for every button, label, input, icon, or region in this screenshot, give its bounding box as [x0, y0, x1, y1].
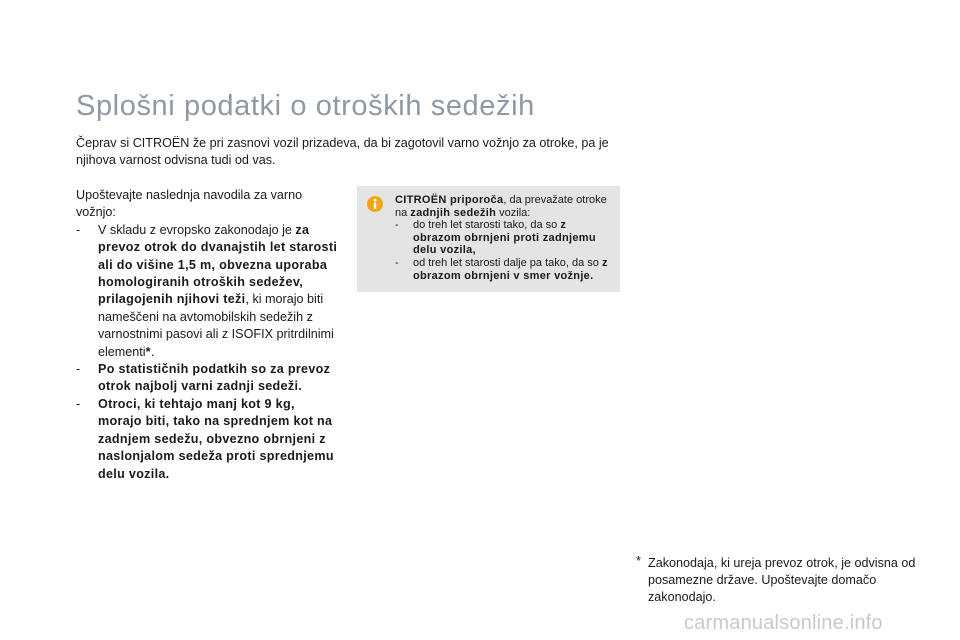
guidelines-lead: Upoštevajte naslednja navodila za varno vožnjo:	[76, 188, 303, 220]
guideline-item: - V skladu z evropsko zakonodajo je za prevoz otrok do dvanajstih let starosti ali do višine 1,5 m, obvezna uporaba homologiranih otroških sedežev, prilagojenih njihovi teži, ki morajo biti nameščeni na avtomobilskih sedežih z varnostnimi pasovi ali z ISOFIX pritrdilnimi elementi*.	[76, 222, 338, 359]
guideline-item: - Po statističnih podatkih so za prevoz otrok najbolj varni zadnji sedeži.	[76, 362, 331, 394]
footnote-star: *	[636, 554, 641, 568]
page-title: Splošni podatki o otroških sedežih	[76, 90, 535, 122]
footnote-marker: *	[145, 344, 151, 359]
list-dash: -	[76, 396, 81, 411]
footnote-text: Zakonodaja, ki ureja prevoz otrok, je odvisna od posamezne države. Upoštevajte domačo zakonodajo.	[648, 556, 916, 604]
watermark: carmanualsonline.info	[684, 612, 883, 634]
recommendation-lead: CITROËN priporoča, da prevažate otroke na zadnjih sedežih vozila:	[395, 194, 607, 219]
footnote	[636, 555, 916, 606]
recommendation-item: - do treh let starosti tako, da so z obrazom obrnjeni proti zadnjemu delu vozila,	[395, 219, 596, 257]
list-dash: -	[395, 219, 399, 232]
recommendation-item: - od treh let starosti dalje pa tako, da so z obrazom obrnjeni v smer vožnje.	[395, 256, 608, 282]
info-icon	[367, 196, 383, 212]
safety-guidelines	[76, 187, 340, 483]
recommendation-box	[357, 186, 620, 292]
list-dash: -	[395, 256, 399, 269]
list-dash: -	[76, 362, 81, 377]
guideline-item: - Otroci, ki tehtajo manj kot 9 kg, morajo biti, tako na sprednjem kot na zadnjem sedežu, obvezno obrnjeni z naslonjalom sedeža proti sprednjemu delu vozila.	[76, 396, 334, 481]
intro-paragraph: Čeprav si CITROËN že pri zasnovi vozil prizadeva, da bi zagotovil varno vožnjo za otroke, pa je njihova varnost odvisna tudi od vas.	[76, 136, 609, 167]
list-dash: -	[76, 222, 81, 237]
